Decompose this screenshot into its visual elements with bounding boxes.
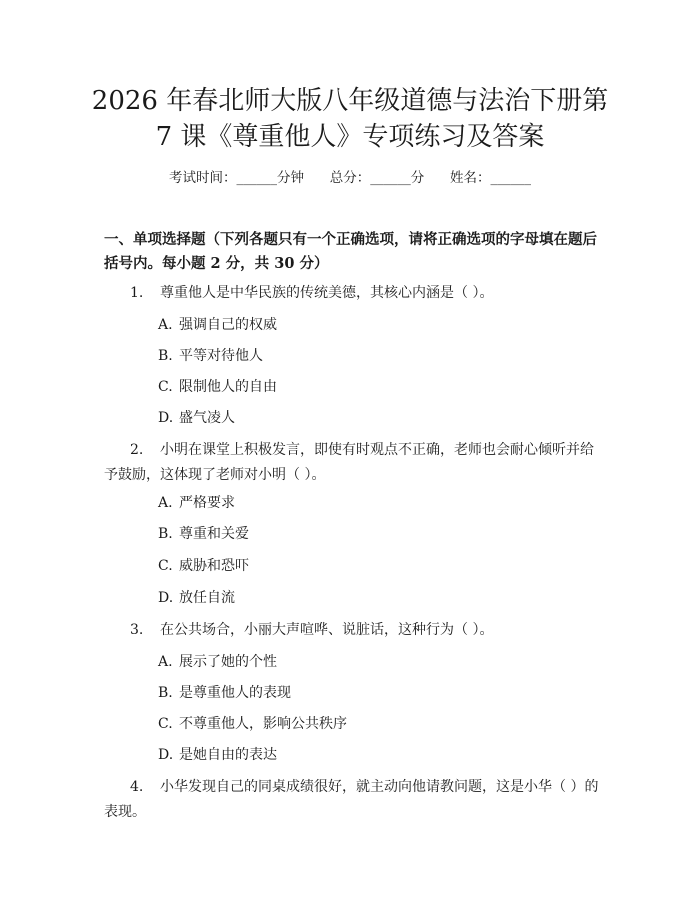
question-1-option-c[interactable]	[158, 377, 277, 397]
question-2-option-c[interactable]	[158, 556, 249, 576]
option-text: 平等对待他人	[179, 348, 263, 364]
question-2-option-b[interactable]	[158, 524, 249, 544]
question-number: 4.	[130, 779, 144, 795]
option-letter: C.	[158, 379, 173, 395]
question-2-option-d[interactable]	[158, 588, 235, 608]
option-text: 展示了她的个性	[179, 654, 277, 670]
question-1-option-b[interactable]	[158, 346, 263, 366]
question-number: 1.	[130, 285, 144, 301]
question-text: 在公共场合，小丽大声喧哗、说脏话，这种行为（ ）。	[160, 622, 494, 638]
option-letter: B.	[158, 348, 173, 364]
exam-info	[0, 168, 700, 188]
question-1-option-d[interactable]	[158, 408, 235, 428]
question-3	[104, 618, 602, 643]
option-letter: D.	[158, 747, 174, 763]
option-text: 强调自己的权威	[179, 317, 277, 333]
question-text: 小华发现自己的同桌成绩很好，就主动向他请教问题，这是小华（ ）的表现。	[104, 779, 599, 820]
option-letter: A.	[158, 317, 173, 333]
option-letter: C.	[158, 558, 173, 574]
option-text: 尊重和关爱	[179, 526, 249, 542]
question-3-option-d[interactable]	[158, 745, 277, 765]
question-3-option-c[interactable]	[158, 714, 347, 734]
question-text: 小明在课堂上积极发言，即使有时观点不正确，老师也会耐心倾听并给予鼓励，这体现了老师对小明（ ）。	[104, 442, 594, 483]
option-text: 限制他人的自由	[179, 379, 277, 395]
option-letter: A.	[158, 654, 173, 670]
document-title-line-1: 2026 年春北师大版八年级道德与法治下册第	[91, 86, 609, 116]
option-text: 是尊重他人的表现	[179, 685, 291, 701]
option-text: 威胁和恐吓	[179, 558, 249, 574]
question-2	[104, 438, 602, 488]
option-letter: C.	[158, 716, 173, 732]
question-number: 3.	[130, 622, 144, 638]
question-1-option-a[interactable]	[158, 315, 277, 335]
question-1	[104, 281, 602, 306]
question-text: 尊重他人是中华民族的传统美德，其核心内涵是（ ）。	[160, 285, 494, 301]
option-letter: A.	[158, 495, 173, 511]
option-letter: B.	[158, 685, 173, 701]
exam-time-field: 考试时间：______分钟	[169, 170, 304, 186]
option-text: 放任自流	[179, 590, 235, 606]
option-text: 盛气凌人	[179, 410, 235, 426]
document-title-line-2: 7 课《尊重他人》专项练习及答案	[155, 122, 545, 152]
option-letter: D.	[158, 590, 174, 606]
question-number: 2.	[130, 442, 144, 458]
option-letter: D.	[158, 410, 174, 426]
option-text: 不尊重他人，影响公共秩序	[179, 716, 347, 732]
question-2-option-a[interactable]	[158, 493, 235, 513]
student-name-field: 姓名：______	[450, 170, 531, 186]
option-text: 严格要求	[179, 495, 235, 511]
option-letter: B.	[158, 526, 173, 542]
total-score-field: 总分：______分	[329, 170, 425, 186]
option-text: 是她自由的表达	[179, 747, 277, 763]
question-4	[104, 775, 602, 825]
section-heading: 一、单项选择题（下列各题只有一个正确选项，请将正确选项的字母填在题后括号内。每小题 2 分，共 30 分）	[104, 231, 597, 272]
question-3-option-a[interactable]	[158, 652, 277, 672]
question-3-option-b[interactable]	[158, 683, 291, 703]
